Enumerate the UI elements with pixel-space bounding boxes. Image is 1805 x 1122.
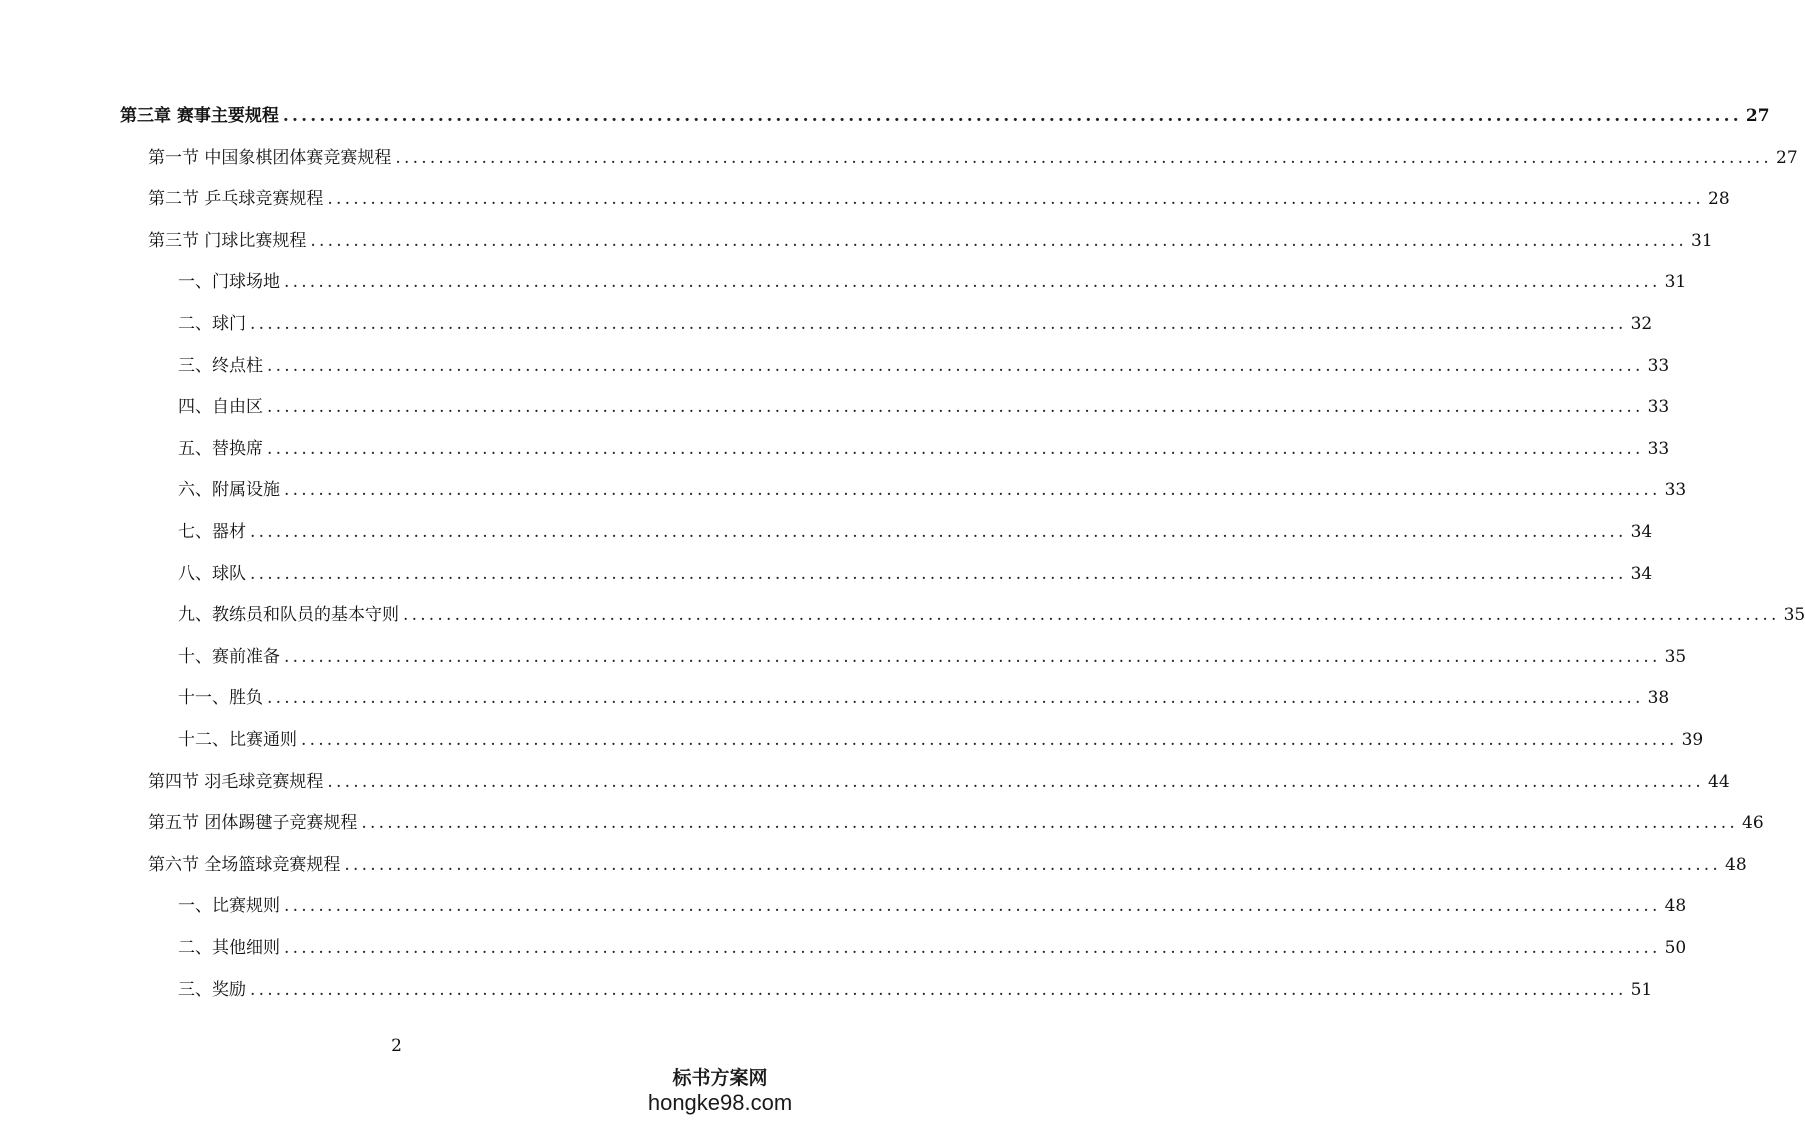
toc-entry-title: 第三章 赛事主要规程: [120, 106, 279, 126]
toc-entry-title: 第一节 中国象棋团体赛竞赛规程: [148, 147, 392, 168]
toc-entry[interactable]: [178, 979, 1653, 1001]
page-number: 2: [391, 1036, 402, 1056]
toc-entry-page: 48: [1725, 854, 1747, 875]
toc-entry[interactable]: [120, 105, 1770, 127]
toc-entry-page: 31: [1664, 272, 1687, 293]
toc-entry-title: 七、器材: [178, 522, 246, 542]
toc-entry-title: 十一、胜负: [178, 688, 263, 709]
toc-entry-title: 二、球门: [178, 314, 246, 334]
toc-entry[interactable]: [178, 438, 1670, 460]
toc-entry-title: 三、终点柱: [178, 355, 263, 376]
toc-entry-title: 第二节 乒乓球竞赛规程: [148, 189, 324, 210]
toc-entry[interactable]: [178, 355, 1670, 377]
toc-entry-title: 第五节 团体踢毽子竞赛规程: [148, 813, 358, 834]
toc-entry-title: 十、赛前准备: [178, 646, 280, 667]
toc-leader-dots: ................................................................................................................................................................: [250, 979, 1627, 1000]
toc-leader-dots: ................................................................................................................................................................: [267, 397, 1644, 418]
toc-entry-page: 35: [1783, 605, 1805, 626]
toc-leader-dots: ................................................................................................................................................................: [267, 688, 1644, 709]
toc-entry-title: 六、附属设施: [178, 480, 280, 501]
toc-entry-page: 38: [1647, 688, 1670, 709]
toc-leader-dots: ................................................................................................................................................................: [250, 522, 1627, 542]
toc-entry-page: 27: [1745, 106, 1770, 126]
toc-leader-dots: ................................................................................................................................................................: [284, 896, 1661, 917]
toc-leader-dots: ................................................................................................................................................................: [301, 730, 1678, 750]
toc-entry-title: 第三节 门球比赛规程: [148, 230, 307, 251]
toc-leader-dots: ................................................................................................................................................................: [344, 854, 1722, 875]
toc-entry-page: 32: [1630, 314, 1653, 334]
toc-entry[interactable]: [178, 895, 1687, 917]
toc-entry[interactable]: [178, 396, 1670, 418]
toc-leader-dots: ................................................................................................................................................................: [267, 355, 1644, 376]
toc-entry[interactable]: [178, 563, 1653, 585]
toc-entry-page: 44: [1708, 771, 1730, 792]
toc-entry[interactable]: [178, 729, 1704, 751]
watermark-line1: 标书方案网: [672, 1067, 768, 1089]
toc-entry-title: 九、教练员和队员的基本守则: [178, 605, 399, 626]
toc-leader-dots: ................................................................................................................................................................: [284, 480, 1661, 501]
toc-entry-title: 第六节 全场篮球竞赛规程: [148, 854, 341, 875]
toc-entry-page: 46: [1742, 813, 1764, 834]
toc-leader-dots: ................................................................................................................................................................: [250, 314, 1627, 334]
toc-entry-page: 39: [1681, 730, 1704, 750]
toc-leader-dots: ................................................................................................................................................................: [284, 646, 1661, 667]
toc-entry-page: 48: [1664, 896, 1687, 917]
watermark-line2: hongke98.com: [647, 1090, 793, 1115]
toc-entry[interactable]: [178, 937, 1687, 959]
toc-leader-dots: ................................................................................................................................................................: [327, 771, 1705, 792]
toc-leader-dots: ................................................................................................................................................................: [267, 438, 1644, 459]
toc-entry[interactable]: [178, 313, 1653, 335]
toc-entry-title: 二、其他细则: [178, 938, 280, 958]
toc-entry[interactable]: [178, 521, 1653, 543]
toc-entry-title: 五、替换席: [178, 438, 263, 459]
toc-entry-title: 三、奖励: [178, 979, 246, 1000]
toc-entry-page: 35: [1664, 646, 1687, 667]
toc-entry[interactable]: [178, 687, 1670, 709]
toc-leader-dots: ................................................................................................................................................................: [361, 813, 1739, 834]
toc-entry[interactable]: [148, 230, 1713, 252]
toc-entry[interactable]: [148, 771, 1730, 793]
toc-entry[interactable]: [178, 479, 1687, 501]
toc-leader-dots: ................................................................................................................................................................: [284, 938, 1661, 958]
toc-entry-page: 50: [1664, 938, 1687, 958]
toc-entry[interactable]: [148, 147, 1798, 169]
toc-entry-title: 十二、比赛通则: [178, 730, 297, 750]
toc-leader-dots: ................................................................................................................................................................: [284, 272, 1661, 293]
toc-entry[interactable]: [178, 604, 1805, 626]
toc-leader-dots: ................................................................................................................................................................: [310, 230, 1688, 251]
toc-entry-page: 28: [1708, 189, 1730, 210]
toc-leader-dots: ................................................................................................................................................................: [403, 605, 1780, 626]
toc-entry-title: 一、比赛规则: [178, 896, 280, 917]
toc-entry-page: 31: [1691, 230, 1713, 251]
toc-entry-page: 33: [1647, 355, 1670, 376]
toc-entry-title: 第四节 羽毛球竞赛规程: [148, 771, 324, 792]
toc-leader-dots: ................................................................................................................................................................: [327, 189, 1705, 210]
toc-entry[interactable]: [148, 188, 1730, 210]
toc-entry-page: 51: [1630, 979, 1653, 1000]
toc-entry-page: 33: [1647, 438, 1670, 459]
toc-entry-page: 33: [1647, 397, 1670, 418]
toc-leader-dots: ................................................................................................................................................................: [395, 147, 1773, 168]
toc-entry-page: 27: [1776, 147, 1798, 168]
toc-entry-page: 34: [1630, 563, 1653, 584]
toc-entry-title: 八、球队: [178, 563, 246, 584]
toc-entry-title: 一、门球场地: [178, 272, 280, 293]
toc-leader-dots: ................................................................................................................................................................: [282, 106, 1742, 126]
toc-entry-page: 34: [1630, 522, 1653, 542]
toc-entry[interactable]: [178, 271, 1687, 293]
toc-entry-title: 四、自由区: [178, 397, 263, 418]
toc-entry[interactable]: [178, 646, 1687, 668]
toc-leader-dots: ................................................................................................................................................................: [250, 563, 1627, 584]
toc-entry[interactable]: [148, 854, 1747, 876]
toc-entry-page: 33: [1664, 480, 1687, 501]
site-watermark: [647, 1064, 793, 1118]
toc-entry[interactable]: [148, 812, 1764, 834]
